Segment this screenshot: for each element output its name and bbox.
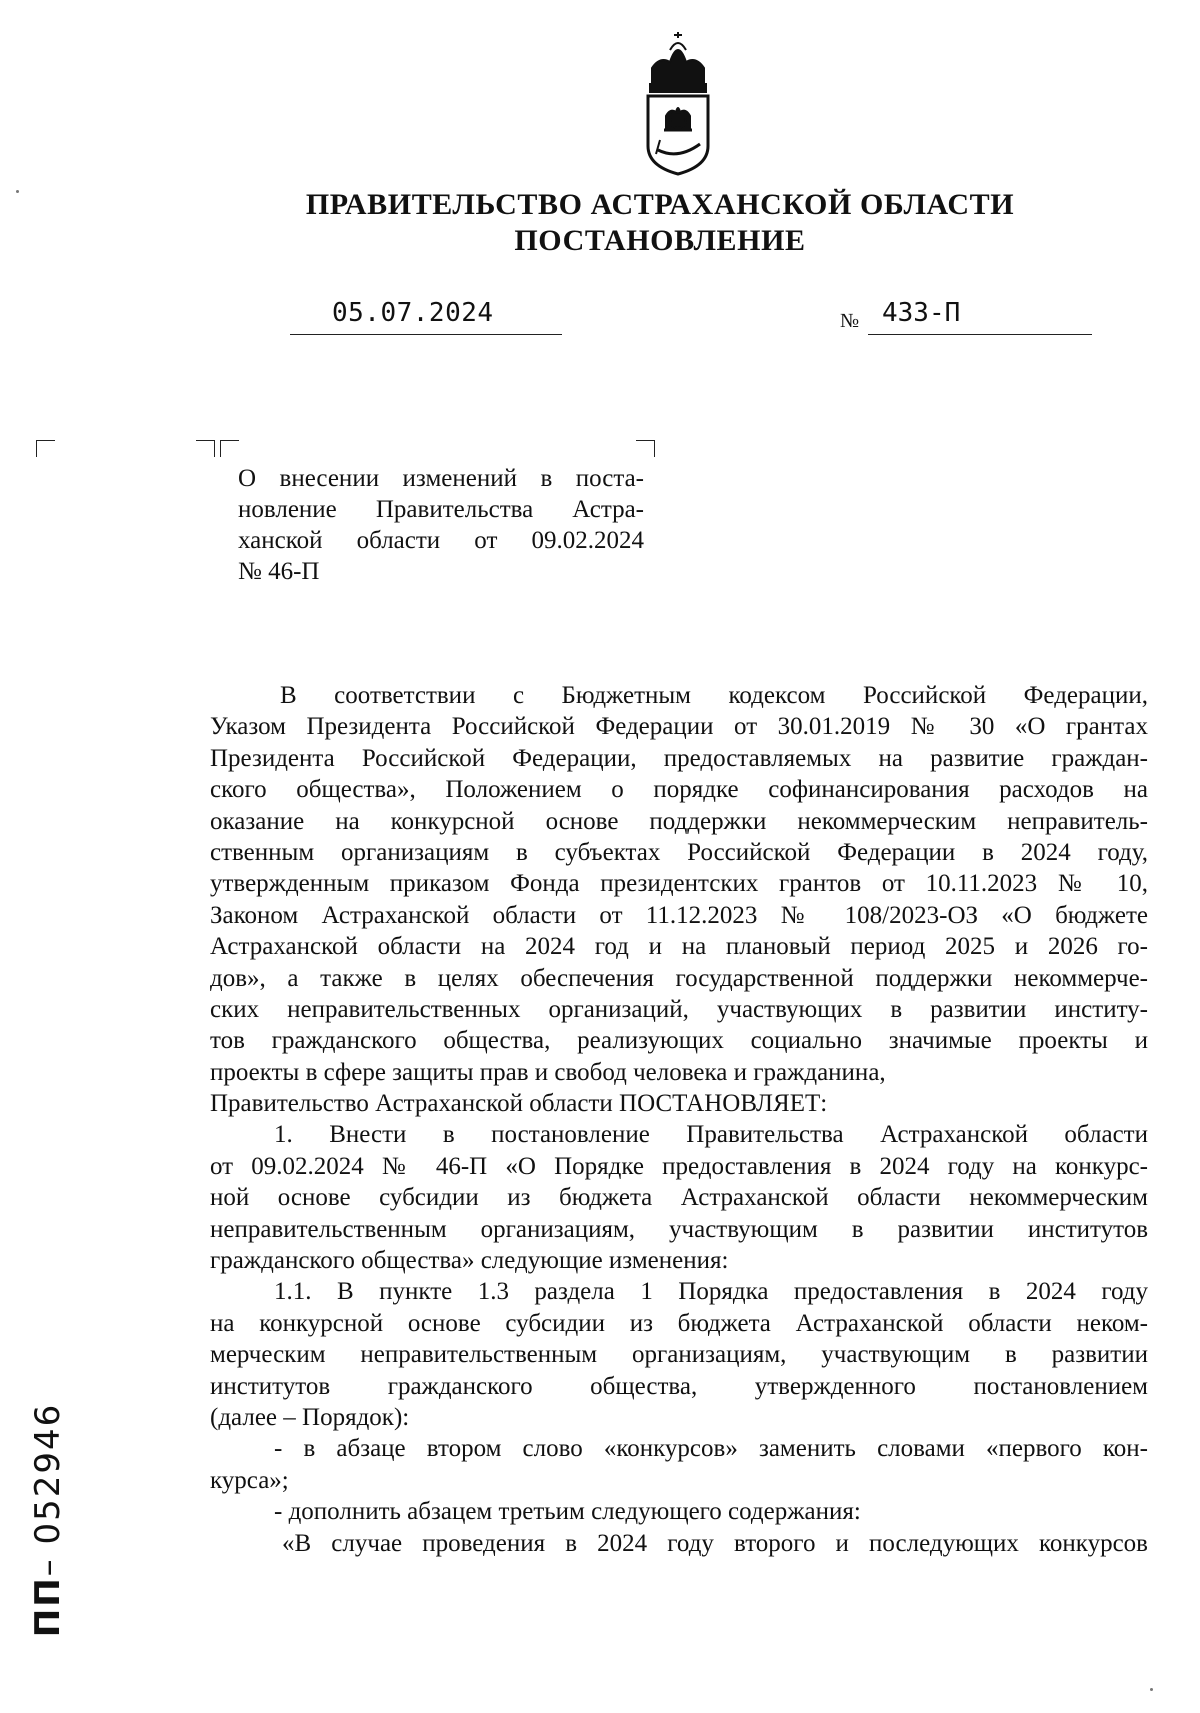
address-corner-left [36, 440, 55, 457]
body-line: ной основе субсидии из бюджета Астраханской области некоммерческим [210, 1184, 1148, 1212]
body-line: ственным организациям в субъектах Российской Федерации в 2024 году, [210, 838, 1148, 866]
subject-corner-right [636, 440, 655, 457]
body-line: (далее – Порядок): [210, 1403, 410, 1431]
body-line: - дополнить абзацем третьим следующего содержания: [274, 1498, 861, 1526]
stamp-text [28, 1403, 68, 1638]
body-line: В соответствии с Бюджетным кодексом Российской Федерации, [280, 682, 1148, 709]
body-line: на конкурсной основе субсидии из бюджета Астраханской области неком- [210, 1309, 1148, 1337]
document-type-title: ПОСТАНОВЛЕНИЕ [514, 224, 806, 257]
body-line: «В случае проведения в 2024 году второго и последующих конкурсов [282, 1529, 1148, 1557]
body-line: тов гражданского общества, реализующих социально значимые проекты и [210, 1027, 1148, 1055]
body-line: мерческим неправительственным организациям, участвующим в развитии [210, 1341, 1148, 1369]
body-line: неправительственным организациям, участвующим в развитии институтов [210, 1215, 1148, 1243]
body-line: 1. Внести в постановление Правительства Астраханской области [274, 1121, 1148, 1149]
stamp-number: – 052946 [28, 1402, 68, 1577]
number-field [868, 298, 1092, 335]
registration-stamp [18, 1395, 78, 1645]
body-line: Президента Российской Федерации, предоставляемых на развитие граждан- [210, 744, 1148, 772]
body-line: проекты в сфере защиты прав и свобод человека и гражданина, [210, 1058, 886, 1086]
body-line: дов», а также в целях обеспечения государственной поддержки некоммерче- [210, 964, 1148, 992]
body-line: Астраханской области на 2024 год и на плановый период 2025 и 2026 го- [210, 933, 1148, 961]
subject-corner-left [220, 440, 239, 457]
date-field [290, 298, 562, 335]
body-line: оказание на конкурсной основе поддержки некоммерческим неправитель- [210, 807, 1148, 835]
number-sign: № [840, 310, 860, 332]
scan-speck [16, 190, 19, 193]
subject-line: О внесении изменений в поста- [238, 465, 644, 492]
body-line: - в абзаце втором слово «конкурсов» заменить словами «первого кон- [274, 1435, 1148, 1463]
body-line: курса»; [210, 1466, 289, 1494]
document-date: 05.07.2024 [332, 298, 494, 328]
stamp-prefix: ПП [28, 1576, 68, 1638]
document-subject [238, 463, 644, 587]
subject-line: ханской области от 09.02.2024 [238, 527, 644, 554]
body-line: гражданского общества» следующие изменения: [210, 1247, 729, 1275]
coat-of-arms-emblem [630, 28, 726, 178]
body-line: институтов гражданского общества, утвержденного постановлением [210, 1372, 1148, 1400]
body-line: Указом Президента Российской Федерации от 30.01.2019 № 30 «О грантах [210, 713, 1148, 741]
scan-speck [1150, 1688, 1153, 1691]
body-line: от 09.02.2024 № 46-П «О Порядке предоставления в 2024 году на конкурс- [210, 1152, 1148, 1180]
address-corner-right [196, 440, 215, 457]
document-body [210, 680, 1148, 1559]
subject-line: новление Правительства Астра- [238, 496, 644, 523]
body-line: Законом Астраханской области от 11.12.2023 № 108/2023-ОЗ «О бюджете [210, 901, 1148, 929]
body-line: ских неправительственных организаций, участвующих в развитии институ- [210, 995, 1148, 1023]
body-line: 1.1. В пункте 1.3 раздела 1 Порядка предоставления в 2024 году [274, 1278, 1148, 1306]
body-line: утвержденным приказом Фонда президентских грантов от 10.11.2023 № 10, [210, 870, 1148, 898]
document-number: 433-П [882, 298, 961, 328]
body-line: ского общества», Положением о порядке софинансирования расходов на [210, 776, 1148, 804]
subject-line: № 46-П [238, 558, 320, 585]
body-line: Правительство Астраханской области ПОСТАНОВЛЯЕТ: [210, 1090, 828, 1118]
organization-title: ПРАВИТЕЛЬСТВО АСТРАХАНСКОЙ ОБЛАСТИ [305, 188, 1015, 221]
